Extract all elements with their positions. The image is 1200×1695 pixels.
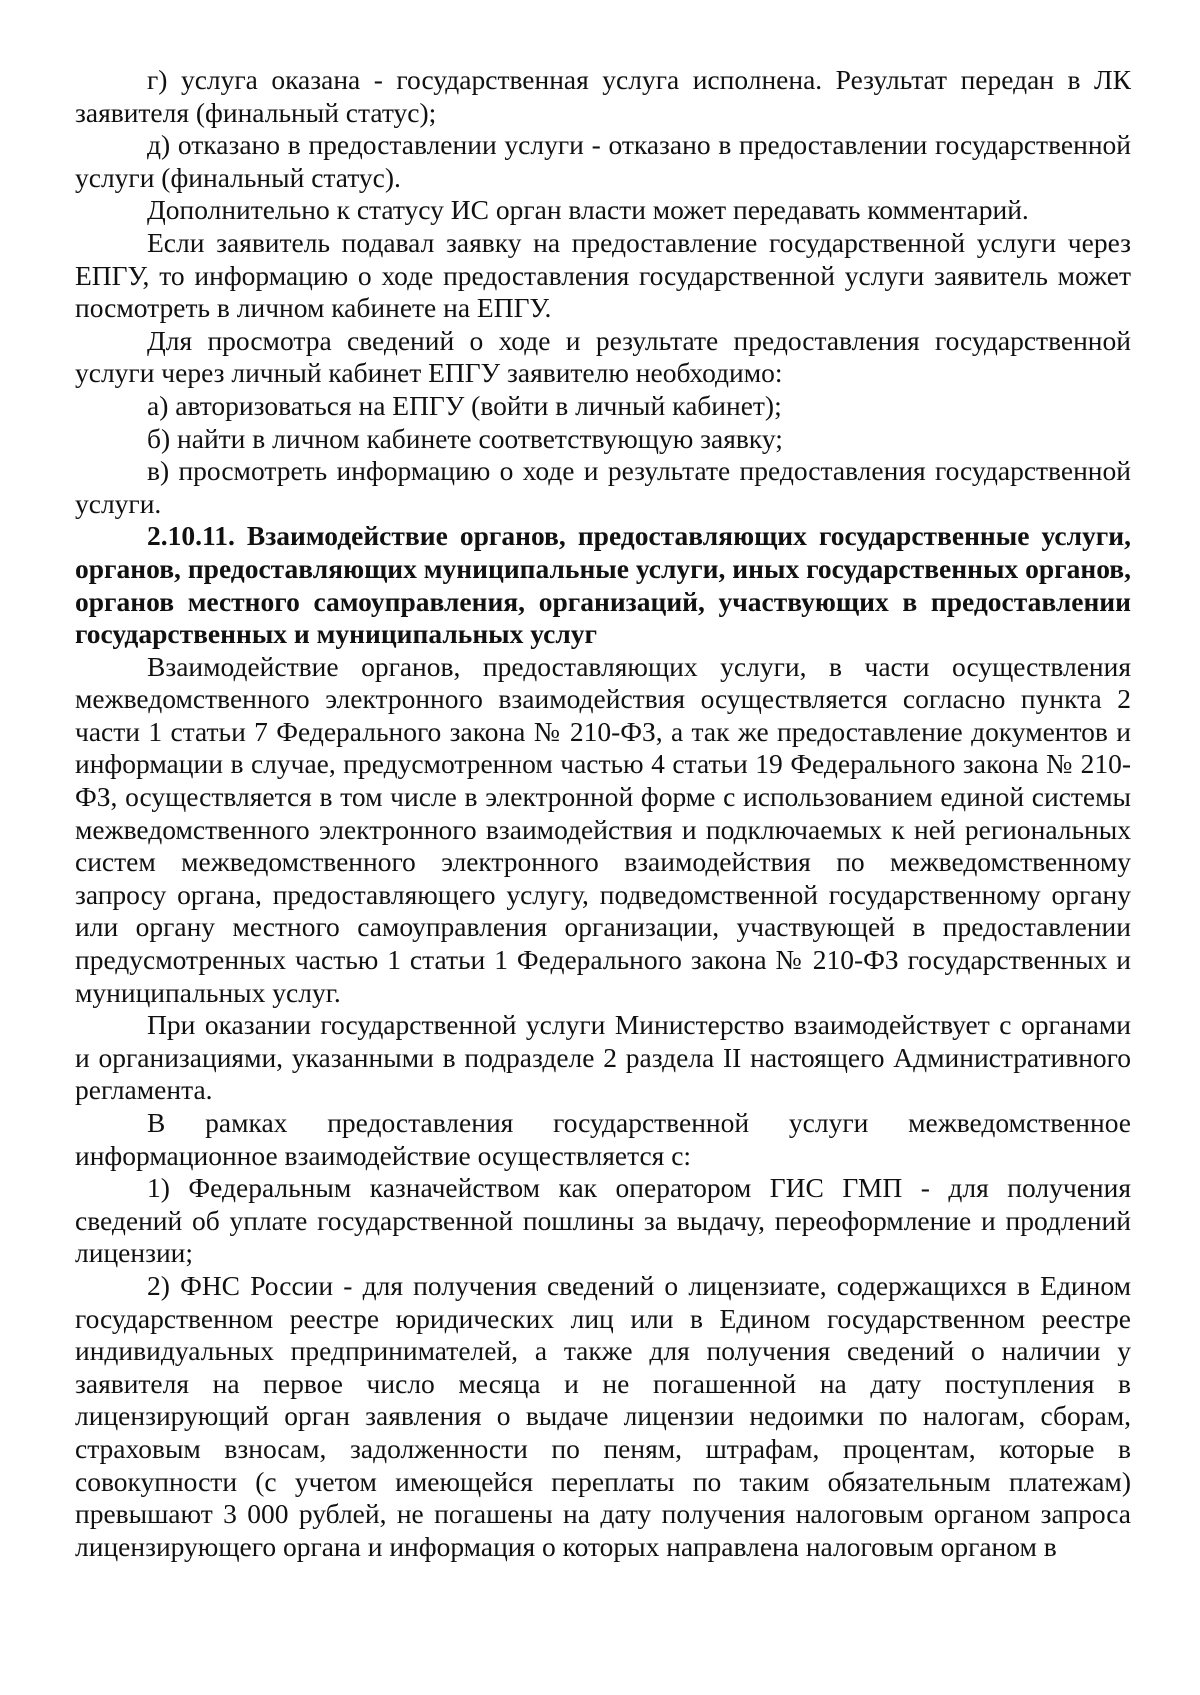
paragraph-comment: Дополнительно к статусу ИС орган власти может передавать комментарий.	[147, 194, 1029, 226]
list-item-v: в) просмотреть информацию о ходе и результате предоставления государственной услуги.	[75, 455, 1131, 519]
paragraph-epgu-info: Если заявитель подавал заявку на предоставление государственной услуги через ЕПГУ, то информацию о ходе предоставления государственной услуги заявитель может посмотреть в личном кабинете на ЕПГУ.	[75, 226, 1131, 324]
paragraph-epgu-steps: Для просмотра сведений о ходе и результате предоставления государственной услуги через личный кабинет ЕПГУ заявителю необходимо:	[75, 324, 1131, 389]
list-item-a: а) авторизоваться на ЕПГУ (войти в личный кабинет);	[147, 389, 782, 421]
paragraph-ministry: При оказании государственной услуги Министерство взаимодействует с органами и организациями, указанными в подразделе 2 раздела II настоящего Административного регламента.	[75, 1009, 1131, 1106]
list-item-b: б) найти в личном кабинете соответствующую заявку;	[147, 422, 783, 454]
list-item-g: г) услуга оказана - государственная услуга исполнена. Результат передан в ЛК заявителя (финальный статус);	[75, 64, 1131, 128]
list-item-d: д) отказано в предоставлении услуги - отказано в предоставлении государственной услуги (финальный статус).	[75, 129, 1131, 193]
section-heading-2-10-11: 2.10.11. Взаимодействие органов, предоставляющих государственные услуги, органов, предоставляющих муниципальные услуги, иных государственных органов, органов местного самоуправления, организаций, участвующих в предоставлении государственных и муниципальных услуг	[75, 520, 1131, 650]
list-item-2: 2) ФНС России - для получения сведений о лицензиате, содержащихся в Едином государственном реестре юридических лиц или в Едином государственном реестре индивидуальных предпринимателей, а также для получения сведений о наличии у заявителя на первое число месяца и не погашенной на дату поступления в лицензирующий орган заявления о выдаче лицензии недоимки по налогам, сборам, страховым взносам, задолженности по пеням, штрафам, процентам, которые в совокупности (с учетом имеющейся переплаты по таким обязательным платежам) превышают 3 000 рублей, не погашены на дату получения налоговым органом запроса лицензирующего органа и информация о которых направлена налоговым органом в	[75, 1269, 1131, 1562]
document-body	[75, 64, 1131, 1563]
paragraph-framework: В рамках предоставления государственной услуги межведомственное информационное взаимодействие осуществляется с:	[75, 1107, 1131, 1171]
paragraph-interaction: Взаимодействие органов, предоставляющих услуги, в части осуществления межведомственного электронного взаимодействия осуществляется согласно пункта 2 части 1 статьи 7 Федерального закона № 210-ФЗ, а так же предоставление документов и информации в случае, предусмотренном частью 4 статьи 19 Федерального закона № 210-ФЗ, осуществляется в том числе в электронной форме с использованием единой системы межведомственного электронного взаимодействия и подключаемых к ней региональных систем межведомственного электронного взаимодействия по межведомственному запросу органа, предоставляющего услугу, подведомственной государственному органу или органу местного самоуправления организации, участвующей в предоставлении предусмотренных частью 1 статьи 1 Федерального закона № 210-ФЗ государственных и муниципальных услуг.	[75, 650, 1131, 1008]
list-item-1: 1) Федеральным казначейством как оператором ГИС ГМП - для получения сведений об уплате государственной пошлины за выдачу, переоформление и продлений лицензии;	[75, 1172, 1131, 1269]
